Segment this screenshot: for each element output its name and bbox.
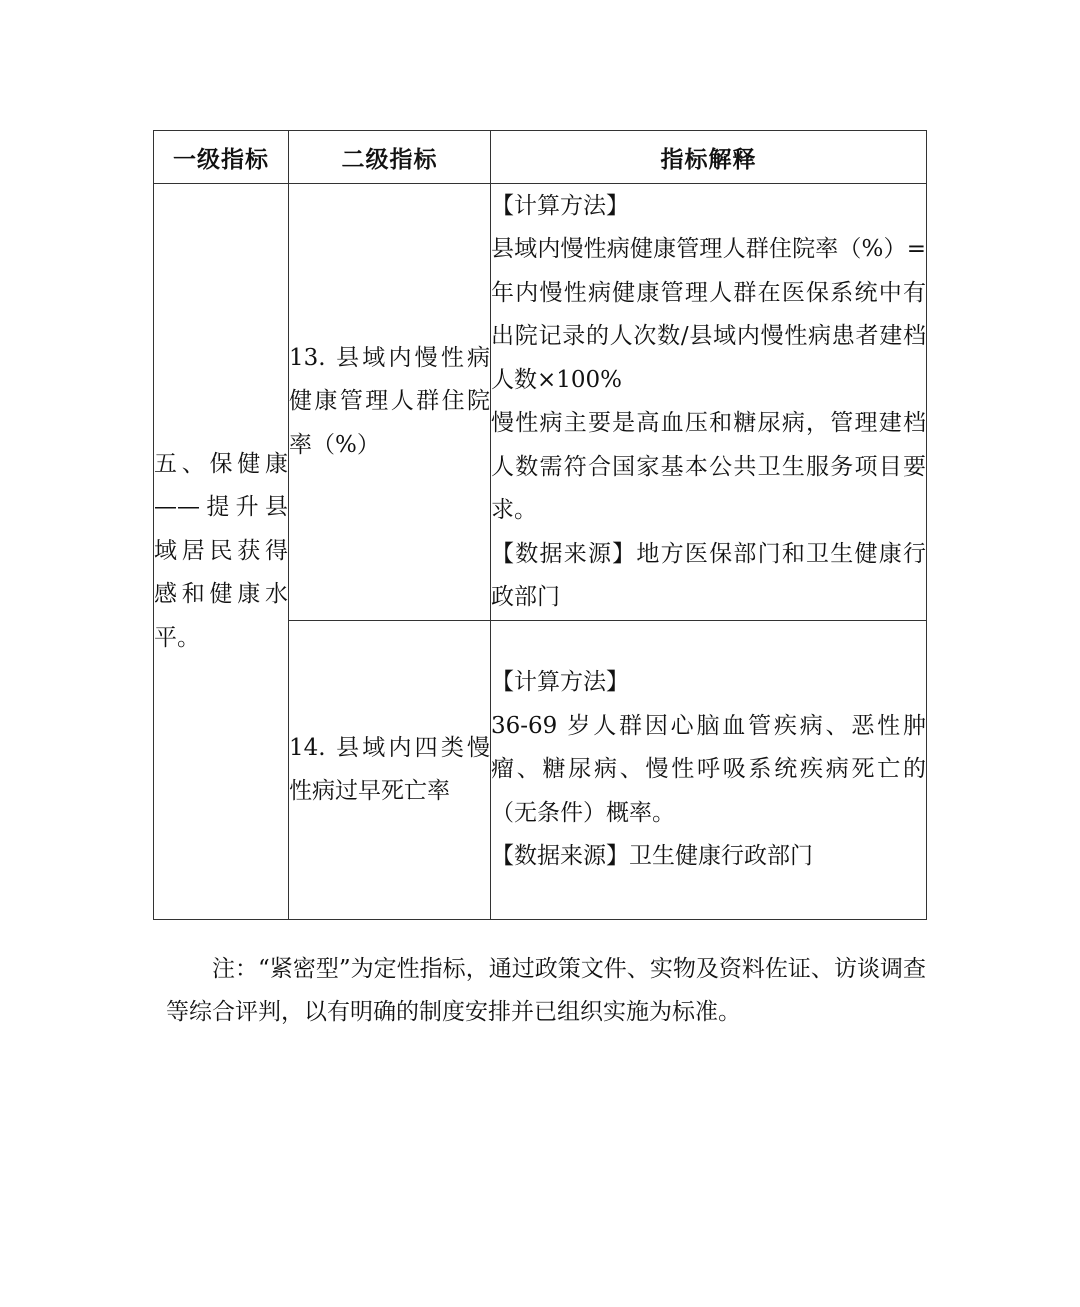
explanation-definition: 36-69 岁人群因心脑血管疾病、恶性肿瘤、糖尿病、慢性呼吸系统疾病死亡的（无条件）概率。 [491,712,926,826]
footnote-text: 注：“紧密型”为定性指标，通过政策文件、实物及资料佐证、访谈调查等综合评判，以有明确的制度安排并已组织实施为标准。 [166,956,926,1025]
level2-cell-14: 14. 县域内四类慢性病过早死亡率 [289,621,491,920]
explanation-heading-method: 【计算方法】 [491,192,629,219]
header-level2: 二级指标 [289,131,491,184]
table-row [154,184,927,621]
explanation-source: 【数据来源】卫生健康行政部门 [491,843,813,870]
explanation-note: 慢性病主要是高血压和糖尿病，管理建档人数需符合国家基本公共卫生服务项目要求。 [491,410,926,523]
explanation-cell-14 [491,621,927,920]
level1-cell: 五、保健康——提升县域居民获得感和健康水平。 [154,184,289,920]
table-header-row [154,131,927,184]
explanation-cell-13 [491,184,927,621]
header-level1: 一级指标 [154,131,289,184]
header-explanation: 指标解释 [491,131,927,184]
table-footnote [166,948,926,1034]
explanation-source: 【数据来源】地方医保部门和卫生健康行政部门 [491,540,926,610]
explanation-heading-method: 【计算方法】 [491,669,629,696]
indicator-table [153,130,927,920]
explanation-formula: 县域内慢性病健康管理人群住院率（%）=年内慢性病健康管理人群在医保系统中有出院记录的人次数/县域内慢性病患者建档人数×100% [491,236,926,393]
level2-cell-13: 13. 县域内慢性病健康管理人群住院率（%） [289,184,491,621]
